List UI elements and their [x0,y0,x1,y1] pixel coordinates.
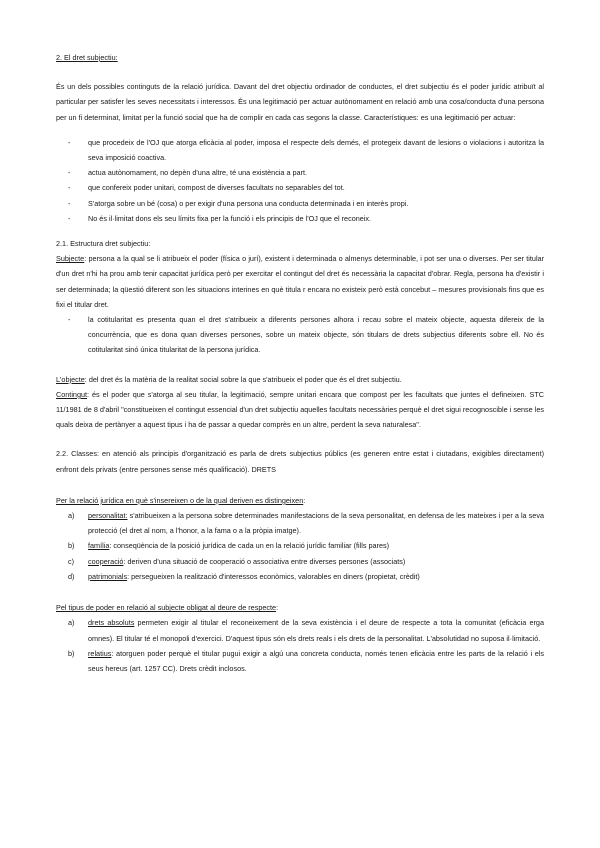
subjecte-label: Subjecte [56,254,85,264]
poder-list [56,615,544,676]
list-item: b) família: conseqüència de la posició jurídica de cada un en la relació jurídic familiar (fills pares) [68,541,390,551]
relacio-heading: Per la relació jurídica en què s'insereixen o de la qual deriven es distingeixen: [56,495,306,505]
objecte-label: L'objecte [56,374,85,384]
contingut-paragraph [56,387,544,433]
list-item: - No és il·limitat dons els seu límits fixa per la funció i els principis de l'OJ que el reconeix. [56,211,544,226]
list-item: - que confereix poder unitari, compost de diverses facultats no separables del tot. [56,180,544,195]
objecte-text: : del dret és la matèria de la realitat social sobre la que s'atribueix el poder que és el dret subjectiu. [84,374,402,384]
list-item: b) relatius: atorguen poder perquè el titular pugui exigir a algú una concreta conducta, només tenen eficàcia entre les parts de la relació i els seus hereus (art. 1257 CC). Drets crèdit inclosos. [68,648,544,673]
list-item: d) patrimonials: persegueixen la realització d'interessos econòmics, valorables en diners (propietat, crèdit) [68,571,420,581]
poder-heading: Pel tipus de poder en relació al subjecte obligat al deure de respecte: [56,603,279,613]
section-intro: És un dels possibles continguts de la relació jurídica. Davant del dret objectiu ordinador de conductes, el dret subjectiu és el poder jurídic atribuït al particular per satisfer les seves necessitats i interessos. És una legitimació per actuar autònomament en relació amb una cosa/conducta d'una persona per un fi determinat, limitat per la funció social que ha de complir en cada cas segons la classe. Característiques: es una legitimació per actuar: [56,82,544,122]
list-item: - actua autònomament, no depèn d'una altre, té una existència a part. [56,165,544,180]
list-item: c) cooperació: deriven d'una situació de cooperació o associativa entre diverses persones (associats) [68,556,406,566]
subsection-title: 2.1. Estructura dret subjectiu: [56,239,151,249]
section-title: 2. El dret subjectiu: [56,53,118,62]
objecte-paragraph [56,372,544,387]
contingut-label: Contingut [56,389,88,399]
subjecte-text: : persona a la qual se li atribueix el poder (física o jurí), existent i determinada o almenys determinable, i pot ser una o diverses. Per ser titular d'un dret n'hi ha prou amb tenir capacitat jurídica però per exercitar el contingut del dret és necessària la capacitat d'obrar. Regla, persona ha d'existir i ser determinada; la qüestió diferent son les situacions interines en què titula r encara no existeix però està concebut – mesures provisionals fins que es fixi el titular dret. [56,254,544,309]
contingut-text: : és el poder que s'atorga al seu titular, la legitimació, sempre unitari encara que compost per les facultats que juntes el defineixen. STC 11/1981 de 8 d'abril "constitueixen el contingut essencial d'un dret subjectiu aquelles facultats necessàries perquè el dret sigui recognoscible i sense les quals deixa de pertànyer a aquest tipus i ha de passar a quedar comprès en un altre, perdent la seva naturalesa". [56,389,544,430]
list-item: a) drets absoluts permeten exigir al titular el reconeixement de la seva existència i el deure de respecte a tota la comunitat (eficàcia erga omnes). El titular té el monopoli d'exercici. D'aquest tipus són els drets reals i els drets de la personalitat. L'absolutidad no suposa il·limitació. [68,618,544,643]
list-item: a) personalitat: s'atribueixen a la persona sobre determinades manifestacions de la seva personalitat, en defensa de les mateixes i per a la seva protecció (el dret al nom, a l'honor, a la fama o a la pròpia imatge). [68,511,544,536]
classes-paragraph: 2.2. Classes: en atenció als principis d'organització es parla de drets subjectius públics (es generen entre estat i ciutadans, exigibles directament) enfront dels privats (entre persones sense més qualificació). DRETS [56,449,544,474]
list-item: - la cotitularitat es presenta quan el dret s'atribueix a diferents persones alhora i recau sobre el mateix objecte, aquesta difereix de la concurrència, que es dona quan diverses persones, sobre un mateix objecte, són titulars de drets subjectius diferents sobre ell. No és cotitularitat sinó única titularitat de la persona jurídica. [56,312,544,358]
relacio-list [56,508,544,584]
cotitularitat-list [56,312,544,358]
list-item: - S'atorga sobre un bé (cosa) o per exigir d'una persona una conducta determinada i en interès propi. [56,196,544,211]
list-item: - que procedeix de l'OJ que atorga eficàcia al poder, imposa el respecte dels demés, el protegeix davant de lesions o violacions i autoritza la seva imposició coactiva. [56,135,544,165]
characteristics-list [56,135,544,226]
subjecte-paragraph [56,251,544,312]
